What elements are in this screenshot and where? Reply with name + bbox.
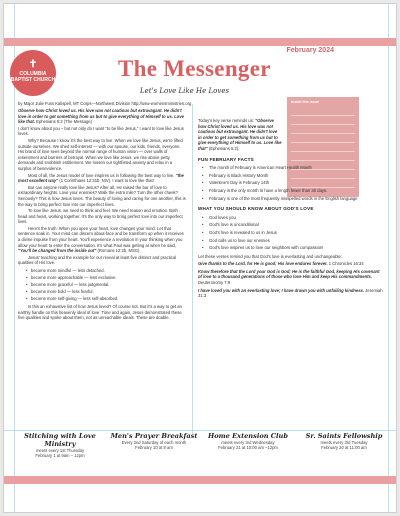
list-item: • February is Black History Month xyxy=(202,173,384,179)
sidebar-title: Inside this issue xyxy=(291,100,319,104)
list-item: • Valentine's Day is February 14th xyxy=(202,180,384,186)
event-item xyxy=(108,432,200,450)
text-run: (1 Corinthians 12:31b, NIV). I want to love like that! xyxy=(58,178,154,184)
text-run: Most of all, the Jesus model of love inspires us in following the best way to live. xyxy=(28,172,176,178)
header-band xyxy=(4,38,397,46)
article-paragraph xyxy=(18,226,186,254)
gods-love-heading: WHAT YOU SHOULD KNOW ABOUT GOD'S LOVE xyxy=(198,206,314,212)
tagline: Let's Love Like He Loves xyxy=(140,87,230,95)
logo-text: COLUMBIA BAPTIST CHURCH xyxy=(10,71,56,83)
list-item: • God loves you xyxy=(202,215,384,221)
verse-reference: Deuteronomy 7:9 xyxy=(198,280,231,286)
event-schedule: meets every 3rd Wednesday xyxy=(221,440,275,445)
newsletter-title: The Messenger xyxy=(118,56,271,81)
column-guide xyxy=(192,104,193,434)
sidebar-row xyxy=(291,107,355,116)
article-paragraph xyxy=(18,173,186,184)
event-title: Men's Prayer Breakfast xyxy=(110,432,198,440)
right-column xyxy=(198,118,384,301)
gods-love-list xyxy=(202,215,384,251)
list-item: • become more self-giving — less self-absorbed. xyxy=(26,296,186,302)
event-title: Sr. Saints Fellowship xyxy=(305,432,383,440)
intro-reference: Ephesians 5:2 (The Message) xyxy=(35,119,93,125)
list-item: • God calls us to love our enemies xyxy=(202,238,384,244)
event-schedule: meets every 1st Thursday xyxy=(35,448,85,453)
text-run: Today's key verse reminds us: xyxy=(198,118,256,123)
article-paragraph: Is this an exhaustive list of how Jesus loved? Of course not. But it's a way to get an earthly handle on this heavenly ideal of love. Time and again, Jesus demonstrated these five qualities and spoke about them, not as unreachable ideals. These are doable. xyxy=(18,304,182,321)
quote-run: "Observe how Christ loved us. His love was not cautious but extravagant. He didn't love in order to get something from us but to give everything of Himself to us. Love like that" xyxy=(198,118,282,151)
byline: by Major Julie Fuss Kalispell, MT Corps—Northwest Division http://usw-womensministries.org xyxy=(18,101,192,106)
footer-guide xyxy=(4,430,397,431)
event-item xyxy=(12,432,108,458)
key-verse-paragraph xyxy=(198,118,282,152)
event-schedule: meets every 3rd Tuesday xyxy=(320,440,368,445)
event-title: Home Extension Club xyxy=(208,432,288,440)
church-logo xyxy=(10,50,56,96)
cross-icon: ✝ xyxy=(28,59,38,70)
verse-reference: Jeremiah 31:3 xyxy=(198,287,383,299)
event-date: February 10 at 8 am xyxy=(135,445,173,450)
event-item xyxy=(296,432,392,450)
event-date: February 20 at 11:00 am xyxy=(321,445,367,450)
list-item: • God's love is revealed to us in Jesus xyxy=(202,230,384,236)
article-paragraph: To love like Jesus, we need to think and feel. We need reason and emotion. Both head and heart, working together. It's the only way to bring perfect love into our imperfect lives. xyxy=(18,208,183,225)
verse xyxy=(198,261,384,267)
quote-run: "You'll be changed from the inside out" xyxy=(18,248,97,254)
newsletter-page xyxy=(3,3,397,513)
text-run: (Ephesians 5:2). xyxy=(207,145,240,151)
list-item: • become more bold — less fearful. xyxy=(26,289,186,295)
qualities-list xyxy=(26,268,186,302)
list-item: • become more graceful — less judgmental. xyxy=(26,282,186,288)
verse-text: Know therefore that the Lord your God is God; He is the faithful God, keeping His covenant of love to a thousand generations of those who love Him and keep His commandments. xyxy=(198,268,380,280)
list-item: • become more approachable — less exclusive. xyxy=(26,275,186,281)
event-schedule: Every 2nd Saturday of each month xyxy=(121,440,187,445)
facts-heading: FUN FEBRUARY FACTS xyxy=(198,156,254,162)
facts-list xyxy=(202,165,384,201)
footer-band xyxy=(4,476,397,484)
article-intro xyxy=(18,108,186,125)
verse xyxy=(198,288,384,299)
verse xyxy=(198,269,384,286)
text-run: (Romans 12:2b, MSG). xyxy=(96,248,141,254)
event-date: February 21 at 10:00 am –12pm xyxy=(218,445,278,450)
list-item: • February is one of the most frequently misspelled words in the English language xyxy=(202,196,384,202)
list-item: • The month of February is American Heart Health Month xyxy=(202,165,384,171)
article-paragraph: I don't know about you – but not only do I want "to be like Jesus," I want to love like Jesus loves. xyxy=(18,125,184,137)
issue-date: February 2024 xyxy=(286,47,334,54)
list-item: • God's love is unconditional xyxy=(202,222,384,228)
list-item: • become more mindful — less detached. xyxy=(26,268,186,274)
event-date: February 1 at 9am – 12pm xyxy=(35,453,85,458)
list-item: • God's love inspires us to love our neighbors with compassion! xyxy=(202,245,384,251)
article-paragraph: Jesus' teaching and the example for our reveal at least five distinct and practical qualities of His love: xyxy=(18,254,177,266)
article-paragraph: But can anyone really love like Jesus? After all, He raised the bar of love to extraordinary heights. Love your enemies? Walk the extra mile? Turn the other cheek? Seriously? This is how Jesus loves. The beauty of loving and caring for one another, this is the way to bring perfect love into our imperfect lives. xyxy=(18,184,186,207)
text-run: Here's the truth: When you open your heart, love changes your mind. Let that sentence soak in. Your mind can discern about-face and be transform up when it receives a divine impulse from your heart. You'll experience a revolution in your thinking when you allow your heart to enter the conversation. It's what Paul was getting at when he said, xyxy=(18,225,184,248)
verse-reference: 1 Chronicles 16:34 xyxy=(327,261,364,267)
verse-text: I have loved you with an everlasting love; I have drawn you with unfailing kindness. xyxy=(198,287,365,293)
event-title: Stitching with Love Ministry xyxy=(24,432,96,448)
main-article xyxy=(18,108,186,322)
verses-intro: Let these verses remind you that God's love is everlasting and unchangeable: xyxy=(198,253,342,259)
events-footer xyxy=(4,432,397,466)
quote-run: "the most excellent way" xyxy=(18,172,184,184)
verse-text: Give thanks to the Lord, for He is good; His love endures forever. xyxy=(198,261,328,267)
event-item xyxy=(200,432,296,450)
list-item: • February is the only month to have a length fewer than 30 days. xyxy=(202,188,384,194)
article-paragraph: Why? Because I know it's the best way to live. When we love like Jesus, we're lifted outside ourselves. We shed self-interest — with our spouse, our kids, friends, everyone. His brand of love sees beyond the normal range of human vision — over walls of resentment and barriers of betrayal. When we love like Jesus, we rise above petty demands and snobbish entitlement. We loosen our tightfisted anxiety and relax in a surplus of benevolence. xyxy=(18,137,183,171)
intro-verse: Observe how Christ loved us. His love was not cautious but extravagant. He didn't love in order to get something from us but to give everything of Himself to us. Love like that. xyxy=(18,108,184,125)
